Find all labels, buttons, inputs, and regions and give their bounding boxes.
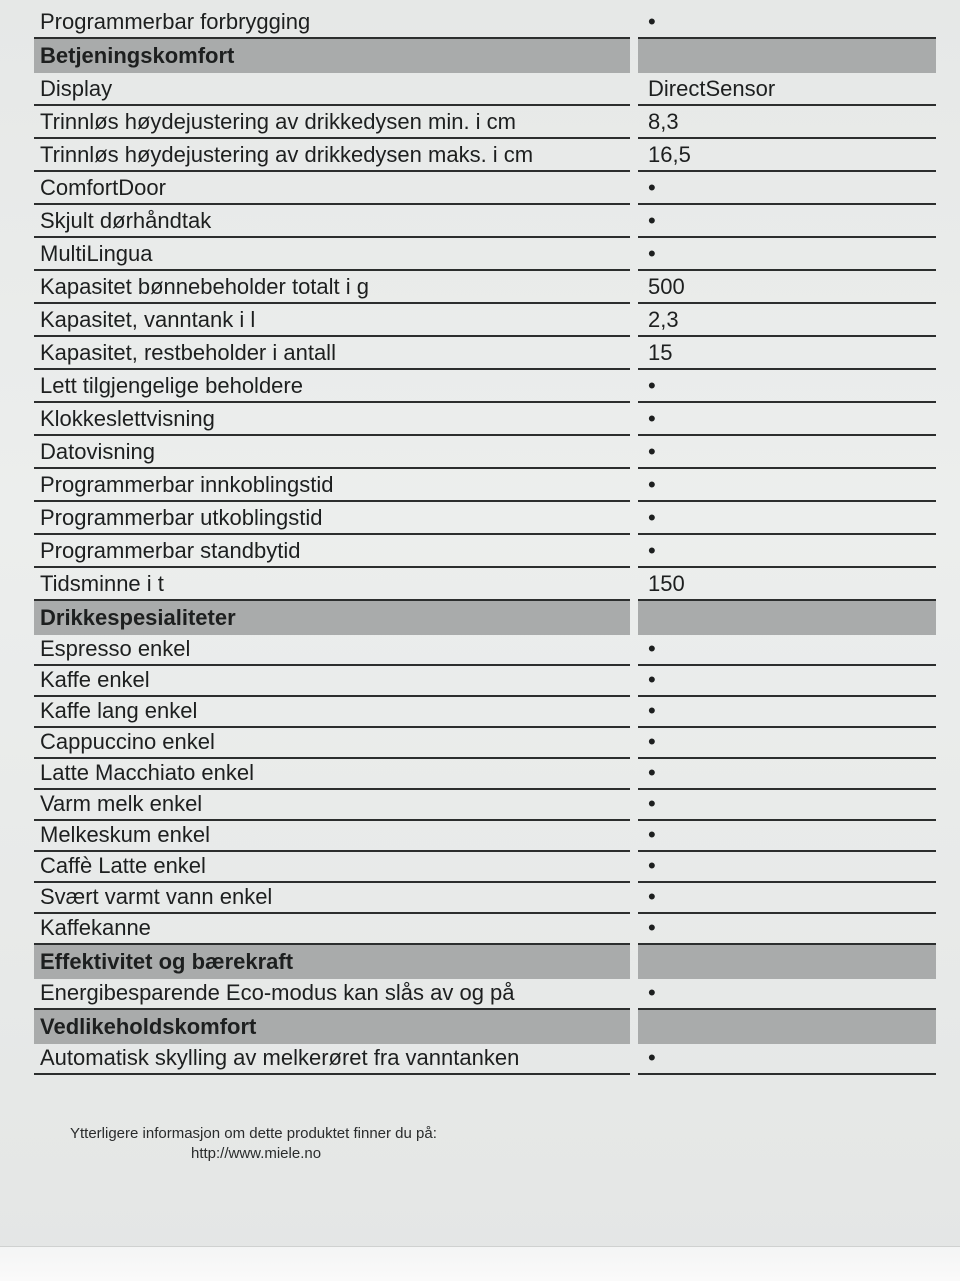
spec-value: 150 [638, 568, 936, 601]
spec-row [34, 728, 936, 759]
spec-row [34, 172, 936, 205]
spec-label: ComfortDoor [34, 172, 630, 205]
footer-text: Ytterligere informasjon om dette produktet finner du på: [70, 1125, 437, 1142]
spec-label: Espresso enkel [34, 635, 630, 666]
spec-value: 8,3 [638, 106, 936, 139]
spec-label: Klokkeslettvisning [34, 403, 630, 436]
spec-value: • [638, 759, 936, 790]
spec-row [34, 697, 936, 728]
spec-value: • [638, 697, 936, 728]
spec-row [34, 914, 936, 945]
spec-label: Display [34, 73, 630, 106]
spec-value: 16,5 [638, 139, 936, 172]
page-bottom-edge [0, 1246, 960, 1281]
spec-label: Kaffekanne [34, 914, 630, 945]
footer-url: http://www.miele.no [191, 1145, 322, 1162]
spec-label: Programmerbar forbrygging [34, 6, 630, 39]
spec-value: • [638, 403, 936, 436]
spec-table [34, 6, 936, 1075]
spec-label: Tidsminne i t [34, 568, 630, 601]
spec-value: • [638, 502, 936, 535]
spec-row [34, 635, 936, 666]
spec-value: DirectSensor [638, 73, 936, 106]
spec-value: • [638, 979, 936, 1010]
spec-row [34, 979, 936, 1010]
spec-label: Automatisk skylling av melkerøret fra vanntanken [34, 1044, 630, 1075]
section-title: Drikkespesialiteter [34, 601, 630, 635]
spec-label: Kapasitet, restbeholder i antall [34, 337, 630, 370]
column-gap [630, 1010, 638, 1044]
spec-row [34, 238, 936, 271]
spec-label: Melkeskum enkel [34, 821, 630, 852]
column-gap [630, 39, 638, 73]
spec-row [34, 568, 936, 601]
spec-value: • [638, 172, 936, 205]
spec-label: MultiLingua [34, 238, 630, 271]
spec-value: • [638, 535, 936, 568]
spec-value: • [638, 852, 936, 883]
spec-value: • [638, 790, 936, 821]
spec-row [34, 790, 936, 821]
spec-label: Datovisning [34, 436, 630, 469]
spec-value: • [638, 436, 936, 469]
spec-label: Lett tilgjengelige beholdere [34, 370, 630, 403]
spec-value: • [638, 821, 936, 852]
section-header [34, 601, 936, 635]
spec-label: Programmerbar innkoblingstid [34, 469, 630, 502]
section-value-cell [638, 945, 936, 979]
spec-row [34, 271, 936, 304]
spec-value: • [638, 635, 936, 666]
spec-value: • [638, 914, 936, 945]
spec-value: 2,3 [638, 304, 936, 337]
spec-label: Latte Macchiato enkel [34, 759, 630, 790]
spec-label: Kapasitet bønnebeholder totalt i g [34, 271, 630, 304]
spec-label: Kapasitet, vanntank i l [34, 304, 630, 337]
section-header [34, 1010, 936, 1044]
spec-row [34, 403, 936, 436]
spec-value: • [638, 728, 936, 759]
column-gap [630, 601, 638, 635]
spec-label: Kaffe enkel [34, 666, 630, 697]
section-value-cell [638, 1010, 936, 1044]
spec-row [34, 205, 936, 238]
section-header [34, 39, 936, 73]
spec-value: • [638, 1044, 936, 1075]
section-title: Vedlikeholdskomfort [34, 1010, 630, 1044]
spec-row [34, 73, 936, 106]
spec-label: Energibesparende Eco-modus kan slås av og på [34, 979, 630, 1010]
section-value-cell [638, 601, 936, 635]
section-title: Betjeningskomfort [34, 39, 630, 73]
spec-row [34, 139, 936, 172]
spec-label: Trinnløs høydejustering av drikkedysen maks. i cm [34, 139, 630, 172]
spec-label: Programmerbar utkoblingstid [34, 502, 630, 535]
spec-label: Svært varmt vann enkel [34, 883, 630, 914]
section-header [34, 945, 936, 979]
spec-value: • [638, 238, 936, 271]
spec-row [34, 1044, 936, 1075]
spec-value: • [638, 469, 936, 502]
footer [70, 1124, 437, 1164]
spec-value: 500 [638, 271, 936, 304]
spec-value: • [638, 883, 936, 914]
spec-value: • [638, 205, 936, 238]
column-gap [630, 945, 638, 979]
spec-label: Cappuccino enkel [34, 728, 630, 759]
spec-row [34, 6, 936, 39]
spec-row [34, 337, 936, 370]
spec-row [34, 535, 936, 568]
spec-row [34, 852, 936, 883]
spec-value: • [638, 666, 936, 697]
spec-value: • [638, 6, 936, 39]
spec-row [34, 106, 936, 139]
section-value-cell [638, 39, 936, 73]
spec-row [34, 370, 936, 403]
spec-label: Kaffe lang enkel [34, 697, 630, 728]
spec-row [34, 759, 936, 790]
spec-label: Skjult dørhåndtak [34, 205, 630, 238]
spec-row [34, 469, 936, 502]
spec-row [34, 883, 936, 914]
spec-label: Varm melk enkel [34, 790, 630, 821]
spec-value: • [638, 370, 936, 403]
spec-row [34, 304, 936, 337]
spec-label: Programmerbar standbytid [34, 535, 630, 568]
spec-row [34, 666, 936, 697]
spec-row [34, 502, 936, 535]
spec-row [34, 821, 936, 852]
section-title: Effektivitet og bærekraft [34, 945, 630, 979]
spec-label: Caffè Latte enkel [34, 852, 630, 883]
spec-value: 15 [638, 337, 936, 370]
spec-label: Trinnløs høydejustering av drikkedysen min. i cm [34, 106, 630, 139]
spec-row [34, 436, 936, 469]
